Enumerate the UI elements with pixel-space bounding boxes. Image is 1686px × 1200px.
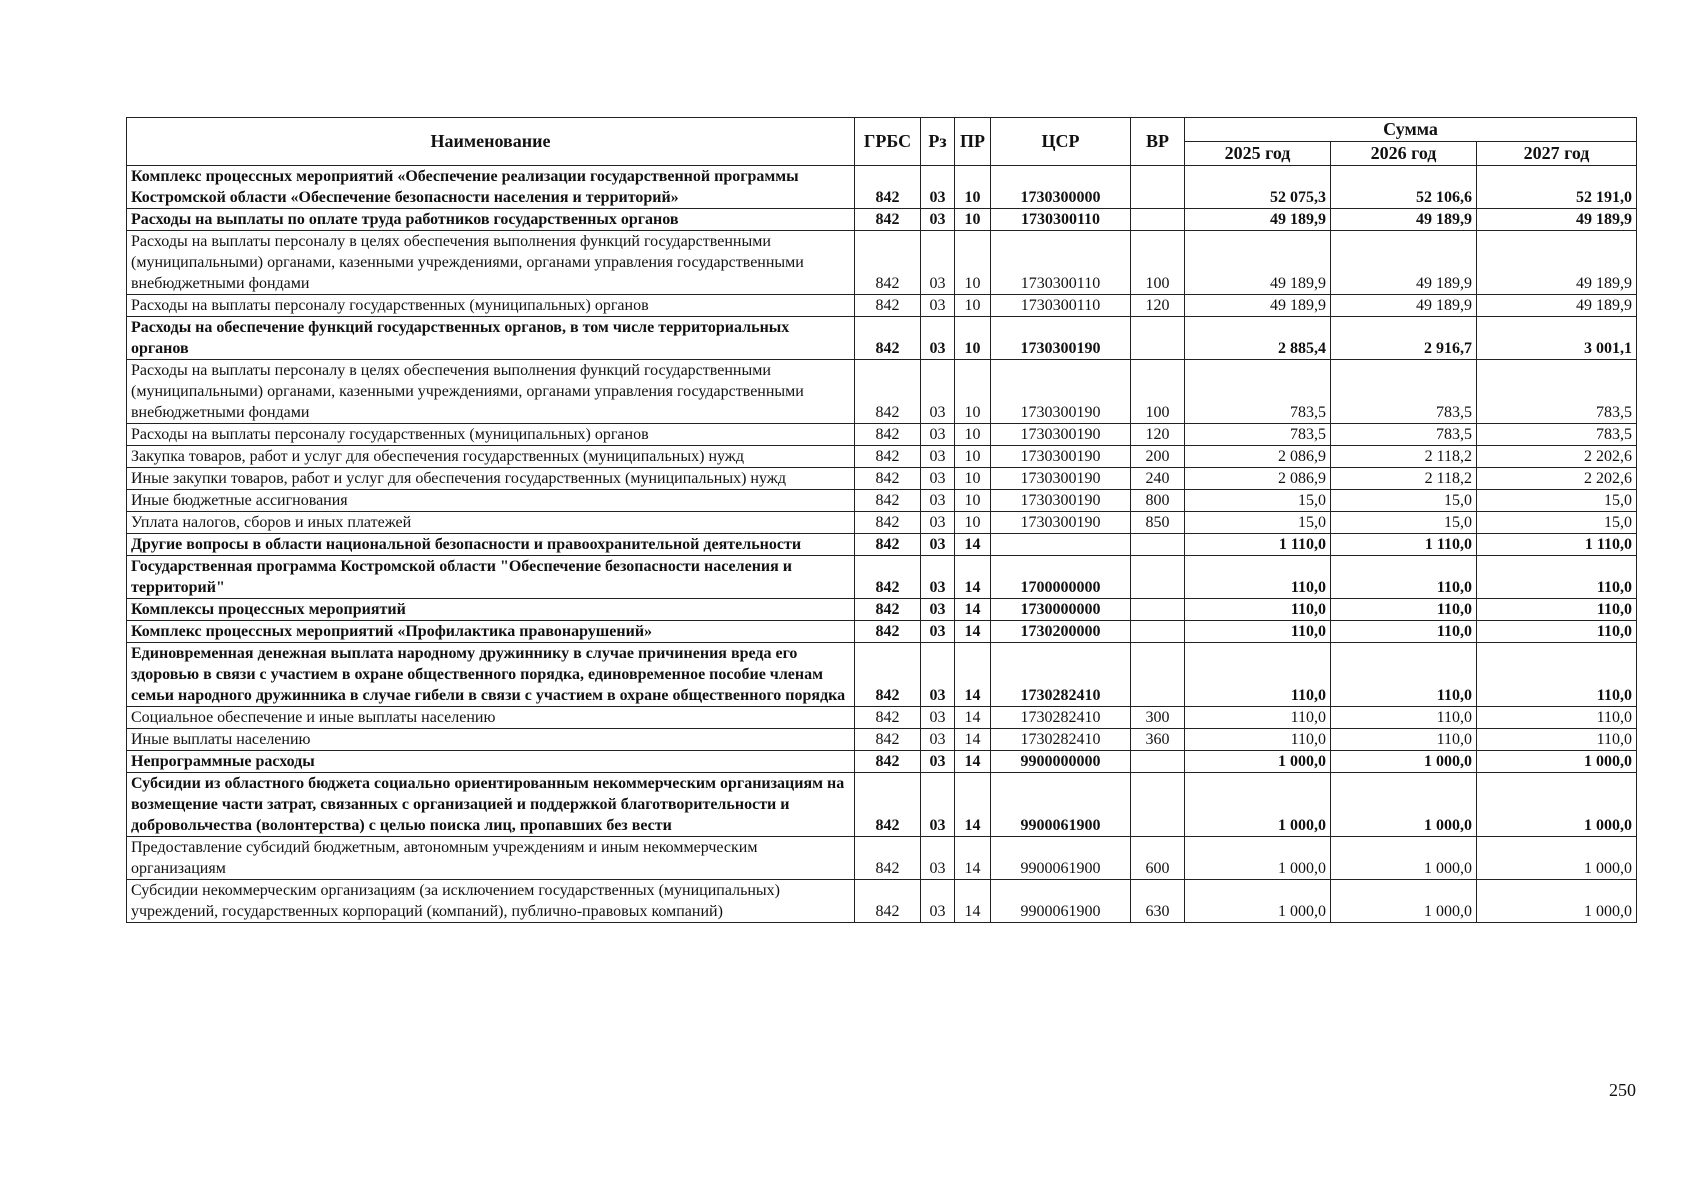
- cell-vr: 300: [1131, 707, 1185, 729]
- cell-2025: 1 000,0: [1185, 751, 1331, 773]
- cell-grbs: 842: [855, 707, 921, 729]
- table-row: [127, 166, 1637, 209]
- table-row: [127, 424, 1637, 446]
- cell-grbs: 842: [855, 512, 921, 534]
- cell-pr: 10: [955, 446, 991, 468]
- cell-2026: 1 000,0: [1331, 837, 1477, 880]
- cell-2025: 49 189,9: [1185, 231, 1331, 295]
- cell-csr: 1730000000: [991, 599, 1131, 621]
- cell-csr: 1730300110: [991, 209, 1131, 231]
- cell-rz: 03: [921, 295, 955, 317]
- cell-rz: 03: [921, 490, 955, 512]
- cell-name: Комплексы процессных мероприятий: [127, 599, 855, 621]
- cell-name: Закупка товаров, работ и услуг для обеспечения государственных (муниципальных) нужд: [127, 446, 855, 468]
- table-row: [127, 209, 1637, 231]
- cell-2025: 110,0: [1185, 621, 1331, 643]
- cell-2027: 110,0: [1477, 599, 1637, 621]
- cell-2027: 110,0: [1477, 643, 1637, 707]
- cell-grbs: 842: [855, 490, 921, 512]
- cell-grbs: 842: [855, 773, 921, 837]
- table-row: [127, 751, 1637, 773]
- cell-grbs: 842: [855, 751, 921, 773]
- cell-vr: [1131, 556, 1185, 599]
- cell-2027: 3 001,1: [1477, 317, 1637, 360]
- cell-vr: 360: [1131, 729, 1185, 751]
- cell-grbs: 842: [855, 317, 921, 360]
- cell-2026: 1 000,0: [1331, 751, 1477, 773]
- cell-2027: 110,0: [1477, 621, 1637, 643]
- cell-name: Расходы на выплаты персоналу в целях обеспечения выполнения функций государственными (муниципальными) органами, казенными учреждениями, органами управления государственными внебюджетными фондами: [127, 231, 855, 295]
- header-vr: ВР: [1131, 118, 1185, 166]
- cell-2025: 1 000,0: [1185, 837, 1331, 880]
- cell-grbs: 842: [855, 231, 921, 295]
- cell-2026: 1 110,0: [1331, 534, 1477, 556]
- cell-2027: 2 202,6: [1477, 468, 1637, 490]
- cell-2025: 2 885,4: [1185, 317, 1331, 360]
- cell-2027: 1 000,0: [1477, 837, 1637, 880]
- header-year-2025: 2025 год: [1185, 142, 1331, 166]
- cell-2027: 1 000,0: [1477, 773, 1637, 837]
- cell-grbs: 842: [855, 468, 921, 490]
- cell-rz: 03: [921, 534, 955, 556]
- cell-2025: 110,0: [1185, 556, 1331, 599]
- table-row: [127, 490, 1637, 512]
- cell-pr: 10: [955, 317, 991, 360]
- cell-name: Иные закупки товаров, работ и услуг для обеспечения государственных (муниципальных) нужд: [127, 468, 855, 490]
- cell-csr: 1730200000: [991, 621, 1131, 643]
- cell-vr: [1131, 751, 1185, 773]
- table-row: [127, 512, 1637, 534]
- cell-grbs: 842: [855, 295, 921, 317]
- cell-pr: 14: [955, 880, 991, 923]
- cell-pr: 10: [955, 209, 991, 231]
- cell-csr: 1730300000: [991, 166, 1131, 209]
- cell-name: Расходы на выплаты по оплате труда работников государственных органов: [127, 209, 855, 231]
- cell-csr: 9900000000: [991, 751, 1131, 773]
- cell-rz: 03: [921, 231, 955, 295]
- cell-2027: 110,0: [1477, 556, 1637, 599]
- cell-pr: 14: [955, 773, 991, 837]
- table-row: [127, 446, 1637, 468]
- cell-grbs: 842: [855, 534, 921, 556]
- cell-2025: 1 000,0: [1185, 880, 1331, 923]
- cell-2026: 15,0: [1331, 512, 1477, 534]
- cell-2025: 783,5: [1185, 360, 1331, 424]
- cell-vr: [1131, 317, 1185, 360]
- cell-rz: 03: [921, 729, 955, 751]
- cell-grbs: 842: [855, 166, 921, 209]
- cell-2027: 1 000,0: [1477, 880, 1637, 923]
- cell-rz: 03: [921, 424, 955, 446]
- cell-pr: 14: [955, 643, 991, 707]
- cell-csr: 1730300190: [991, 468, 1131, 490]
- cell-rz: 03: [921, 880, 955, 923]
- table-row: [127, 231, 1637, 295]
- cell-2026: 2 916,7: [1331, 317, 1477, 360]
- header-year-2027: 2027 год: [1477, 142, 1637, 166]
- cell-vr: 800: [1131, 490, 1185, 512]
- header-csr: ЦСР: [991, 118, 1131, 166]
- cell-name: Единовременная денежная выплата народному дружиннику в случае причинения вреда его здоровью в связи с участием в охране общественного порядка, единовременное пособие членам семьи народного дружинника в случае гибели в связи с участием в охране общественного порядка: [127, 643, 855, 707]
- cell-2027: 1 110,0: [1477, 534, 1637, 556]
- cell-grbs: 842: [855, 360, 921, 424]
- cell-2027: 49 189,9: [1477, 231, 1637, 295]
- cell-vr: 240: [1131, 468, 1185, 490]
- cell-grbs: 842: [855, 837, 921, 880]
- cell-grbs: 842: [855, 446, 921, 468]
- cell-name: Комплекс процессных мероприятий «Обеспечение реализации государственной программы Костромской области «Обеспечение безопасности населения и территорий»: [127, 166, 855, 209]
- cell-rz: 03: [921, 751, 955, 773]
- header-name: Наименование: [127, 118, 855, 166]
- cell-2025: 49 189,9: [1185, 295, 1331, 317]
- cell-vr: [1131, 166, 1185, 209]
- cell-rz: 03: [921, 166, 955, 209]
- cell-name: Комплекс процессных мероприятий «Профилактика правонарушений»: [127, 621, 855, 643]
- cell-csr: [991, 534, 1131, 556]
- cell-vr: [1131, 209, 1185, 231]
- cell-rz: 03: [921, 209, 955, 231]
- cell-rz: 03: [921, 621, 955, 643]
- cell-vr: 630: [1131, 880, 1185, 923]
- cell-vr: 100: [1131, 360, 1185, 424]
- cell-csr: 9900061900: [991, 880, 1131, 923]
- cell-pr: 10: [955, 231, 991, 295]
- table-row: [127, 599, 1637, 621]
- cell-2026: 49 189,9: [1331, 231, 1477, 295]
- cell-2025: 783,5: [1185, 424, 1331, 446]
- cell-pr: 10: [955, 468, 991, 490]
- cell-vr: 120: [1131, 424, 1185, 446]
- table-row: [127, 556, 1637, 599]
- cell-2025: 110,0: [1185, 643, 1331, 707]
- cell-grbs: 842: [855, 209, 921, 231]
- cell-2025: 15,0: [1185, 512, 1331, 534]
- cell-csr: 1730300190: [991, 317, 1131, 360]
- header-year-2026: 2026 год: [1331, 142, 1477, 166]
- cell-csr: 1700000000: [991, 556, 1131, 599]
- cell-2025: 52 075,3: [1185, 166, 1331, 209]
- cell-name: Расходы на выплаты персоналу государственных (муниципальных) органов: [127, 424, 855, 446]
- cell-2027: 15,0: [1477, 490, 1637, 512]
- cell-vr: 850: [1131, 512, 1185, 534]
- table-header: [127, 118, 1637, 166]
- cell-2026: 110,0: [1331, 729, 1477, 751]
- cell-pr: 14: [955, 751, 991, 773]
- cell-2026: 2 118,2: [1331, 468, 1477, 490]
- cell-2027: 49 189,9: [1477, 295, 1637, 317]
- cell-2027: 110,0: [1477, 729, 1637, 751]
- cell-csr: 9900061900: [991, 837, 1131, 880]
- cell-2025: 110,0: [1185, 599, 1331, 621]
- cell-rz: 03: [921, 643, 955, 707]
- cell-csr: 9900061900: [991, 773, 1131, 837]
- cell-name: Субсидии из областного бюджета социально ориентированным некоммерческим организациям на возмещение части затрат, связанных с организацией и поддержкой благотворительности и добровольчества (волонтерства) с целью поиска лиц, пропавших без вести: [127, 773, 855, 837]
- cell-grbs: 842: [855, 643, 921, 707]
- cell-vr: 600: [1131, 837, 1185, 880]
- table-row: [127, 534, 1637, 556]
- cell-csr: 1730300190: [991, 424, 1131, 446]
- cell-vr: [1131, 534, 1185, 556]
- cell-rz: 03: [921, 512, 955, 534]
- cell-pr: 14: [955, 599, 991, 621]
- cell-pr: 14: [955, 707, 991, 729]
- cell-2026: 52 106,6: [1331, 166, 1477, 209]
- cell-rz: 03: [921, 773, 955, 837]
- table-row: [127, 643, 1637, 707]
- cell-csr: 1730300190: [991, 490, 1131, 512]
- cell-2026: 1 000,0: [1331, 880, 1477, 923]
- table-row: [127, 295, 1637, 317]
- cell-pr: 14: [955, 534, 991, 556]
- cell-rz: 03: [921, 317, 955, 360]
- page-number: 250: [1609, 1080, 1636, 1100]
- cell-2025: 1 000,0: [1185, 773, 1331, 837]
- cell-2026: 15,0: [1331, 490, 1477, 512]
- cell-rz: 03: [921, 837, 955, 880]
- cell-pr: 10: [955, 490, 991, 512]
- cell-csr: 1730300190: [991, 512, 1131, 534]
- table-row: [127, 360, 1637, 424]
- cell-csr: 1730300110: [991, 231, 1131, 295]
- cell-pr: 10: [955, 424, 991, 446]
- table-row: [127, 621, 1637, 643]
- table-row: [127, 468, 1637, 490]
- cell-name: Расходы на обеспечение функций государственных органов, в том числе территориальных органов: [127, 317, 855, 360]
- cell-2027: 110,0: [1477, 707, 1637, 729]
- cell-2025: 1 110,0: [1185, 534, 1331, 556]
- cell-2026: 110,0: [1331, 643, 1477, 707]
- cell-grbs: 842: [855, 424, 921, 446]
- cell-name: Государственная программа Костромской области "Обеспечение безопасности населения и территорий": [127, 556, 855, 599]
- cell-2026: 2 118,2: [1331, 446, 1477, 468]
- cell-csr: 1730282410: [991, 707, 1131, 729]
- cell-2025: 110,0: [1185, 729, 1331, 751]
- cell-name: Социальное обеспечение и иные выплаты населению: [127, 707, 855, 729]
- cell-vr: 120: [1131, 295, 1185, 317]
- cell-2027: 15,0: [1477, 512, 1637, 534]
- cell-2025: 2 086,9: [1185, 468, 1331, 490]
- cell-grbs: 842: [855, 729, 921, 751]
- cell-vr: 100: [1131, 231, 1185, 295]
- cell-name: Расходы на выплаты персоналу в целях обеспечения выполнения функций государственными (муниципальными) органами, казенными учреждениями, органами управления государственными внебюджетными фондами: [127, 360, 855, 424]
- cell-vr: [1131, 599, 1185, 621]
- cell-csr: 1730282410: [991, 729, 1131, 751]
- cell-2027: 783,5: [1477, 424, 1637, 446]
- cell-2026: 110,0: [1331, 599, 1477, 621]
- cell-2026: 110,0: [1331, 556, 1477, 599]
- table-row: [127, 773, 1637, 837]
- cell-rz: 03: [921, 707, 955, 729]
- header-pr: ПР: [955, 118, 991, 166]
- cell-2026: 1 000,0: [1331, 773, 1477, 837]
- cell-name: Предоставление субсидий бюджетным, автономным учреждениям и иным некоммерческим организациям: [127, 837, 855, 880]
- cell-vr: [1131, 621, 1185, 643]
- table-row: [127, 707, 1637, 729]
- cell-rz: 03: [921, 599, 955, 621]
- cell-name: Уплата налогов, сборов и иных платежей: [127, 512, 855, 534]
- cell-2027: 1 000,0: [1477, 751, 1637, 773]
- cell-csr: 1730282410: [991, 643, 1131, 707]
- cell-name: Иные выплаты населению: [127, 729, 855, 751]
- cell-2026: 783,5: [1331, 360, 1477, 424]
- cell-2025: 2 086,9: [1185, 446, 1331, 468]
- table-row: [127, 729, 1637, 751]
- cell-2027: 49 189,9: [1477, 209, 1637, 231]
- cell-rz: 03: [921, 446, 955, 468]
- cell-grbs: 842: [855, 556, 921, 599]
- cell-2026: 49 189,9: [1331, 295, 1477, 317]
- cell-rz: 03: [921, 556, 955, 599]
- header-row-1: [127, 118, 1637, 142]
- cell-csr: 1730300190: [991, 446, 1131, 468]
- cell-vr: 200: [1131, 446, 1185, 468]
- cell-pr: 10: [955, 166, 991, 209]
- cell-grbs: 842: [855, 880, 921, 923]
- cell-pr: 14: [955, 837, 991, 880]
- cell-pr: 10: [955, 512, 991, 534]
- cell-rz: 03: [921, 360, 955, 424]
- cell-2026: 110,0: [1331, 621, 1477, 643]
- cell-pr: 10: [955, 360, 991, 424]
- table-row: [127, 837, 1637, 880]
- cell-grbs: 842: [855, 621, 921, 643]
- cell-rz: 03: [921, 468, 955, 490]
- cell-2026: 783,5: [1331, 424, 1477, 446]
- cell-pr: 14: [955, 621, 991, 643]
- table-row: [127, 317, 1637, 360]
- cell-2027: 2 202,6: [1477, 446, 1637, 468]
- cell-name: Иные бюджетные ассигнования: [127, 490, 855, 512]
- cell-vr: [1131, 643, 1185, 707]
- cell-name: Другие вопросы в области национальной безопасности и правоохранительной деятельности: [127, 534, 855, 556]
- cell-csr: 1730300190: [991, 360, 1131, 424]
- budget-table: [126, 117, 1637, 923]
- cell-2026: 49 189,9: [1331, 209, 1477, 231]
- cell-2025: 110,0: [1185, 707, 1331, 729]
- cell-vr: [1131, 773, 1185, 837]
- cell-2027: 783,5: [1477, 360, 1637, 424]
- cell-2025: 15,0: [1185, 490, 1331, 512]
- header-sum: Сумма: [1185, 118, 1637, 142]
- cell-grbs: 842: [855, 599, 921, 621]
- table-row: [127, 880, 1637, 923]
- cell-name: Расходы на выплаты персоналу государственных (муниципальных) органов: [127, 295, 855, 317]
- cell-2026: 110,0: [1331, 707, 1477, 729]
- cell-2027: 52 191,0: [1477, 166, 1637, 209]
- cell-pr: 14: [955, 729, 991, 751]
- header-rz: Рз: [921, 118, 955, 166]
- cell-pr: 14: [955, 556, 991, 599]
- cell-2025: 49 189,9: [1185, 209, 1331, 231]
- cell-pr: 10: [955, 295, 991, 317]
- cell-csr: 1730300110: [991, 295, 1131, 317]
- cell-name: Непрограммные расходы: [127, 751, 855, 773]
- header-grbs: ГРБС: [855, 118, 921, 166]
- table-body: [127, 166, 1637, 923]
- cell-name: Субсидии некоммерческим организациям (за исключением государственных (муниципальных) учреждений, государственных корпораций (компаний), публично-правовых компаний): [127, 880, 855, 923]
